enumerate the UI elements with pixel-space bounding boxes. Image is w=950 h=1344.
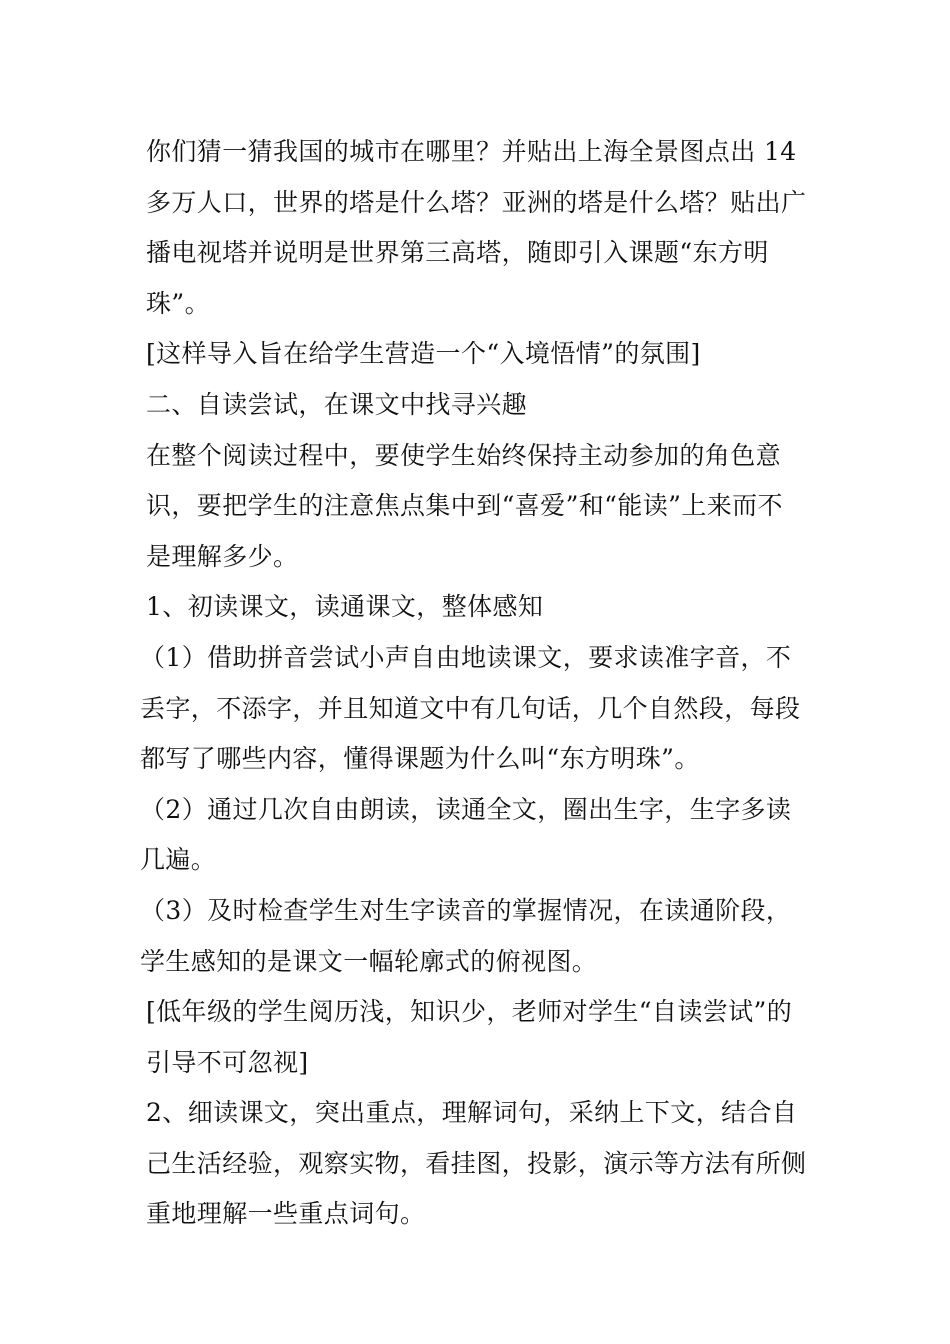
paragraph-intro-question: 你们猜一猜我国的城市在哪里？并贴出上海全景图点出 14 多万人口，世界的塔是什么塔？亚洲的塔是什么塔？贴出广播电视塔并说明是世界第三高塔，随即引入课题“东方明珠”。 — [146, 137, 807, 318]
paragraph-note-intro: [这样导入旨在给学生营造一个“入境悟情”的氛围] — [146, 339, 701, 369]
section-heading-self-reading: 二、自读尝试，在课文中找寻兴趣 — [146, 389, 528, 419]
substep-3: （3）及时检查学生对生字读音的掌握情况，在读通阶段，学生感知的是课文一幅轮廓式的俯视图。 — [140, 895, 792, 976]
substep-2: （2）通过几次自由朗读，读通全文，圈出生字，生字多读几遍。 — [140, 794, 792, 875]
substep-1: （1）借助拼音尝试小声自由地读课文，要求读准字音，不丢字，不添字，并且知道文中有几句话，几个自然段，每段都写了哪些内容，懂得课题为什么叫“东方明珠”。 — [140, 642, 801, 774]
paragraph-reading-process: 在整个阅读过程中，要使学生始终保持主动参加的角色意识，要把学生的注意焦点集中到“喜爱”和“能读”上来而不是理解多少。 — [146, 440, 783, 571]
step-heading-detailed-reading: 2、细读课文，突出重点，理解词句，采纳上下文，结合自己生活经验，观察实物，看挂图，投影，演示等方法有所侧重地理解一些重点词句。 — [146, 1098, 807, 1229]
paragraph-note-guidance: [低年级的学生阅历浅，知识少，老师对学生“自读尝试”的引导不可忽视] — [146, 997, 793, 1077]
step-heading-first-reading: 1、初读课文，读通课文，整体感知 — [146, 592, 544, 622]
document-body — [140, 127, 808, 1240]
